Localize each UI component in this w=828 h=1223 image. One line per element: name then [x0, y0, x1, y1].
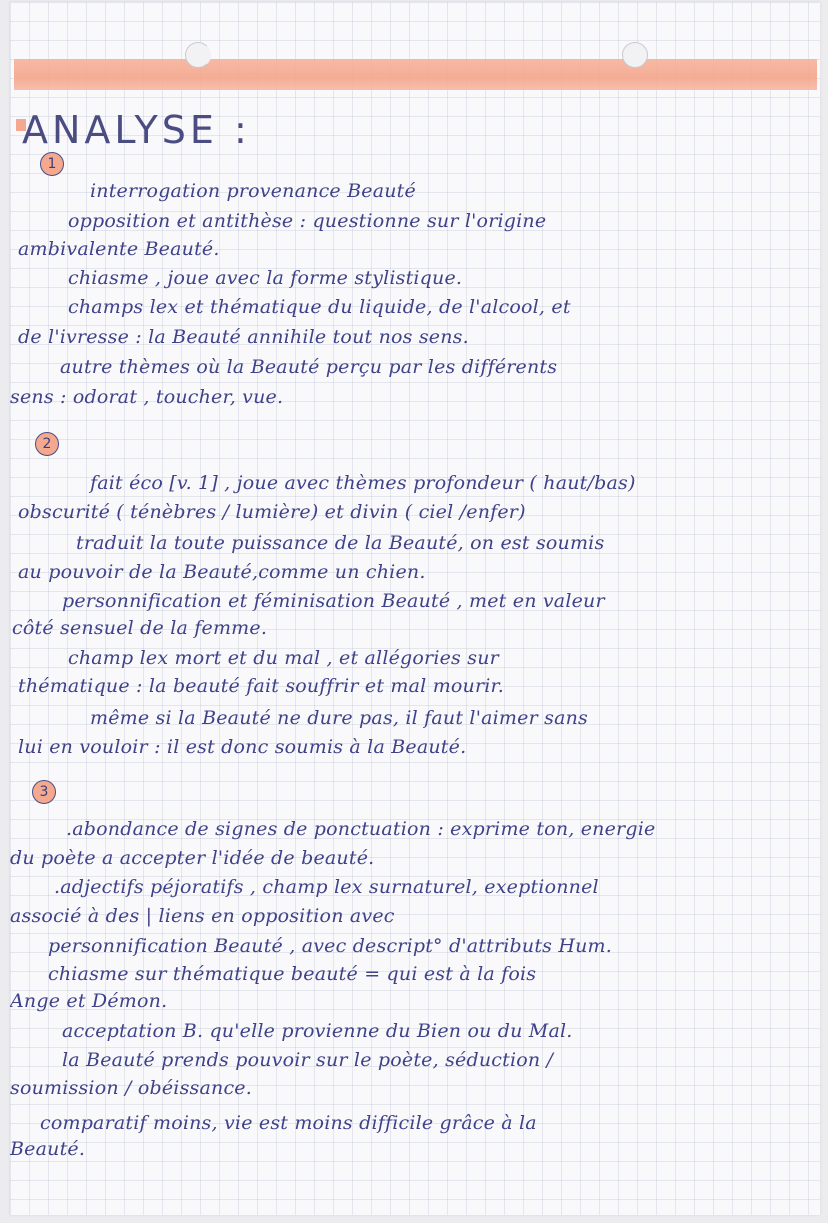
- note-line: soumission / obéissance.: [10, 1077, 252, 1099]
- section-number-1: 1: [40, 152, 64, 176]
- note-line: même si la Beauté ne dure pas, il faut l'aimer sans: [90, 707, 588, 729]
- note-line: comparatif moins, vie est moins difficile grâce à la: [40, 1112, 537, 1134]
- note-line: acceptation B. qu'elle provienne du Bien ou du Mal.: [62, 1020, 573, 1042]
- note-line: la Beauté prends pouvoir sur le poète, séduction /: [62, 1049, 554, 1071]
- note-line: ambivalente Beauté.: [18, 238, 220, 260]
- note-line: lui en vouloir : il est donc soumis à la Beauté.: [18, 736, 467, 758]
- highlighter-stripe: [14, 59, 817, 90]
- note-line: champ lex mort et du mal , et allégories sur: [68, 647, 499, 669]
- note-line: autre thèmes où la Beauté perçu par les différents: [60, 356, 558, 378]
- note-line: .abondance de signes de ponctuation : exprime ton, energie: [66, 818, 656, 840]
- note-line: du poète a accepter l'idée de beauté.: [10, 847, 375, 869]
- note-line: chiasme , joue avec la forme stylistique.: [68, 267, 463, 289]
- notebook-page: [10, 2, 820, 1215]
- note-line: interrogation provenance Beauté: [90, 180, 416, 202]
- page-title: ANALYSE :: [22, 108, 251, 152]
- note-line: personnification Beauté , avec descript° d'attributs Hum.: [48, 935, 613, 957]
- section-number-3: 3: [32, 780, 56, 804]
- note-line: fait éco [v. 1] , joue avec thèmes profondeur ( haut/bas): [90, 472, 636, 494]
- note-line: au pouvoir de la Beauté,comme un chien.: [18, 561, 426, 583]
- note-line: personnification et féminisation Beauté , met en valeur: [62, 590, 605, 612]
- note-line: Beauté.: [10, 1138, 86, 1160]
- note-line: thématique : la beauté fait souffrir et mal mourir.: [18, 675, 504, 697]
- note-line: Ange et Démon.: [10, 990, 168, 1012]
- note-line: sens : odorat , toucher, vue.: [10, 386, 284, 408]
- section-number-2: 2: [35, 432, 59, 456]
- note-line: champs lex et thématique du liquide, de l'alcool, et: [68, 296, 571, 318]
- binder-hole-right: [622, 42, 648, 68]
- note-line: traduit la toute puissance de la Beauté, on est soumis: [76, 532, 605, 554]
- note-line: associé à des | liens en opposition avec: [10, 905, 395, 927]
- note-line: opposition et antithèse : questionne sur l'origine: [68, 210, 547, 232]
- binder-hole-left: [185, 42, 211, 68]
- note-line: côté sensuel de la femme.: [12, 617, 268, 639]
- note-line: chiasme sur thématique beauté = qui est à la fois: [48, 963, 537, 985]
- note-line: de l'ivresse : la Beauté annihile tout nos sens.: [18, 326, 469, 348]
- note-line: obscurité ( ténèbres / lumière) et divin ( ciel /enfer): [18, 501, 526, 523]
- note-line: .adjectifs péjoratifs , champ lex surnaturel, exeptionnel: [54, 876, 599, 898]
